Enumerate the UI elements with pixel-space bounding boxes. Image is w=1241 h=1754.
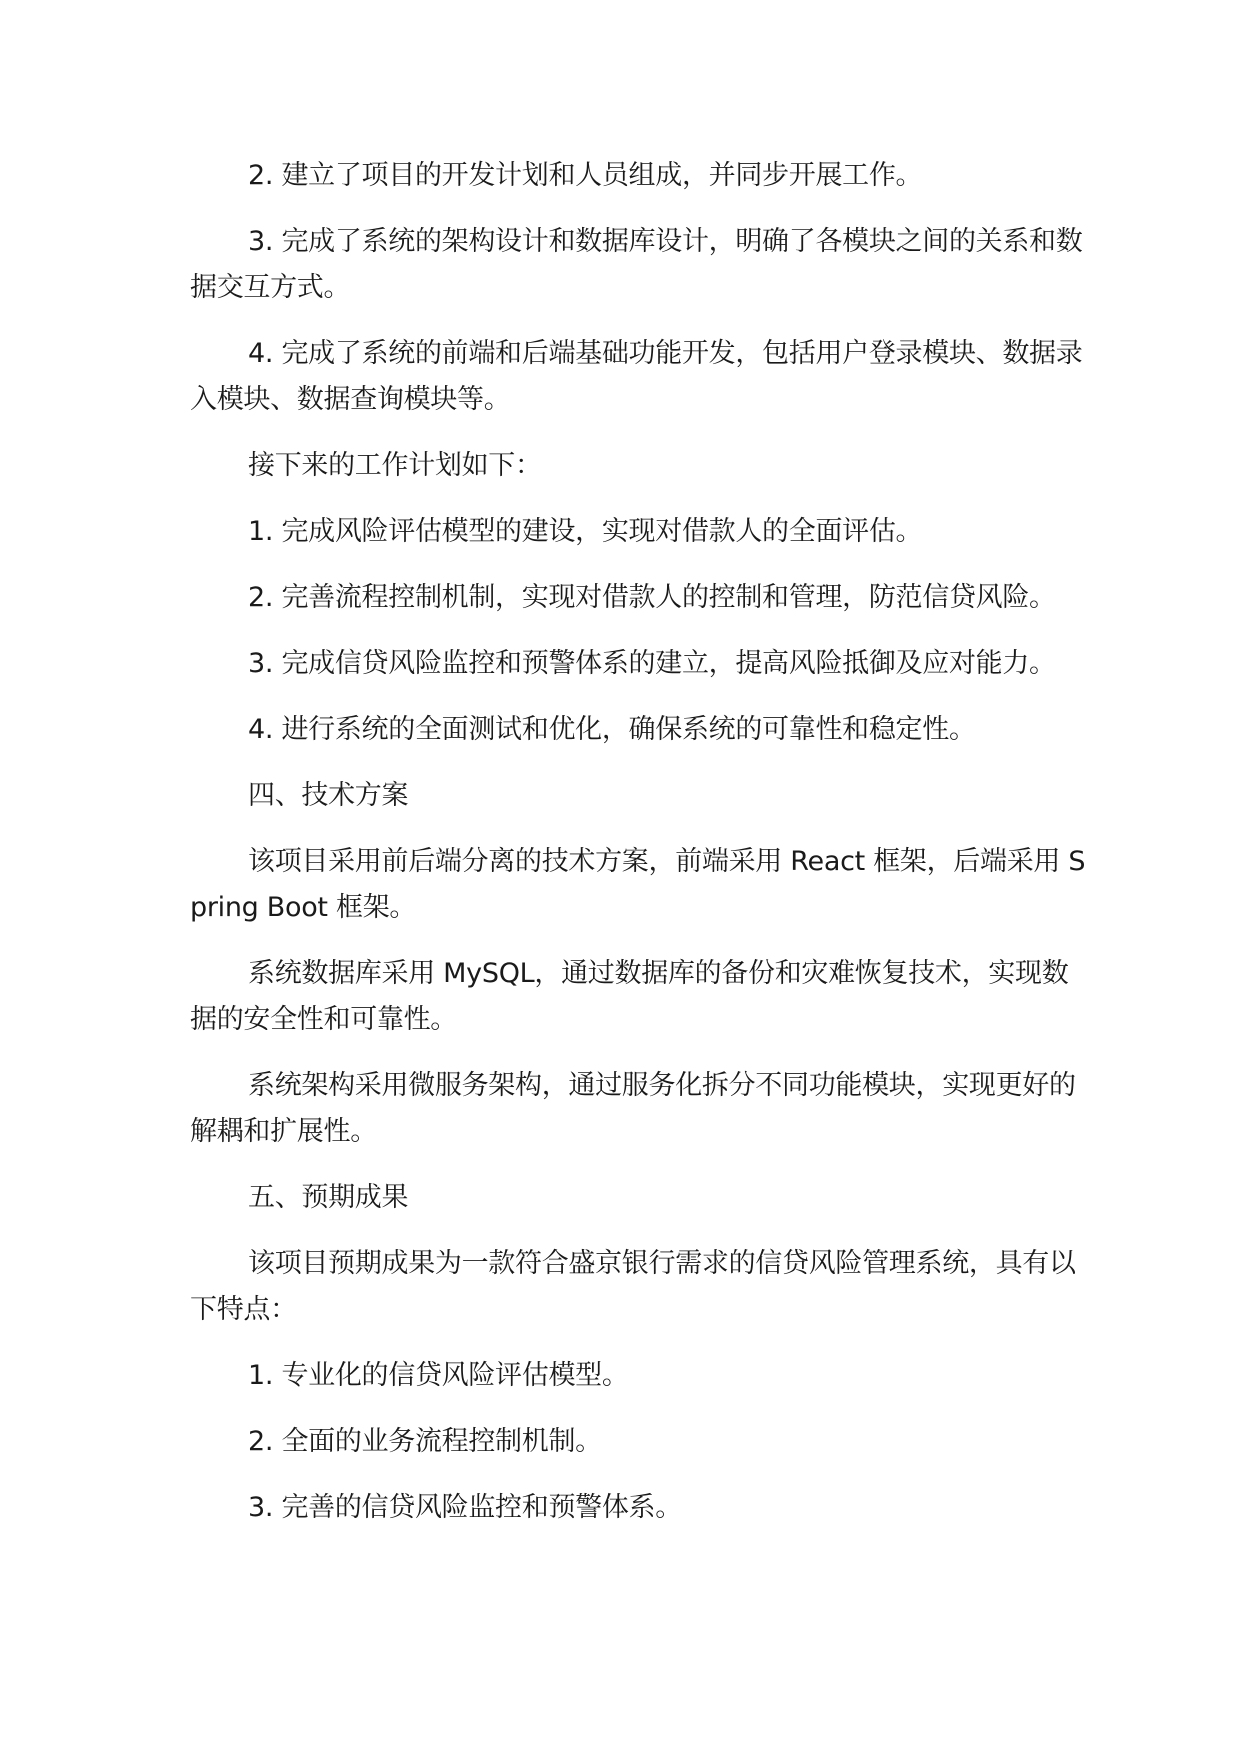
paragraph: 1. 专业化的信贷风险评估模型。 bbox=[248, 1360, 629, 1391]
paragraph: 3. 完成了系统的架构设计和数据库设计，明确了各模块之间的关系和数据交互方式。 bbox=[190, 226, 1083, 303]
paragraph: 4. 进行系统的全面测试和优化，确保系统的可靠性和稳定性。 bbox=[248, 714, 976, 745]
document-body bbox=[190, 153, 1090, 1551]
section-heading: 五、预期成果 bbox=[248, 1182, 409, 1213]
paragraph: 1. 完成风险评估模型的建设，实现对借款人的全面评估。 bbox=[248, 516, 923, 547]
paragraph: 3. 完成信贷风险监控和预警体系的建立，提高风险抵御及应对能力。 bbox=[248, 648, 1056, 679]
paragraph: 该项目采用前后端分离的技术方案，前端采用 React 框架，后端采用 Spring Boot 框架。 bbox=[190, 846, 1086, 923]
paragraph: 3. 完善的信贷风险监控和预警体系。 bbox=[248, 1492, 682, 1523]
paragraph: 2. 建立了项目的开发计划和人员组成，并同步开展工作。 bbox=[248, 160, 923, 191]
section-heading: 四、技术方案 bbox=[248, 780, 409, 811]
paragraph: 4. 完成了系统的前端和后端基础功能开发，包括用户登录模块、数据录入模块、数据查询模块等。 bbox=[190, 338, 1083, 415]
paragraph: 该项目预期成果为一款符合盛京银行需求的信贷风险管理系统，具有以下特点： bbox=[190, 1248, 1076, 1325]
paragraph: 系统数据库采用 MySQL，通过数据库的备份和灾难恢复技术，实现数据的安全性和可靠性。 bbox=[190, 958, 1069, 1035]
paragraph: 2. 完善流程控制机制，实现对借款人的控制和管理，防范信贷风险。 bbox=[248, 582, 1056, 613]
paragraph: 接下来的工作计划如下： bbox=[248, 450, 542, 481]
paragraph: 系统架构采用微服务架构，通过服务化拆分不同功能模块，实现更好的解耦和扩展性。 bbox=[190, 1070, 1076, 1147]
paragraph: 2. 全面的业务流程控制机制。 bbox=[248, 1426, 602, 1457]
